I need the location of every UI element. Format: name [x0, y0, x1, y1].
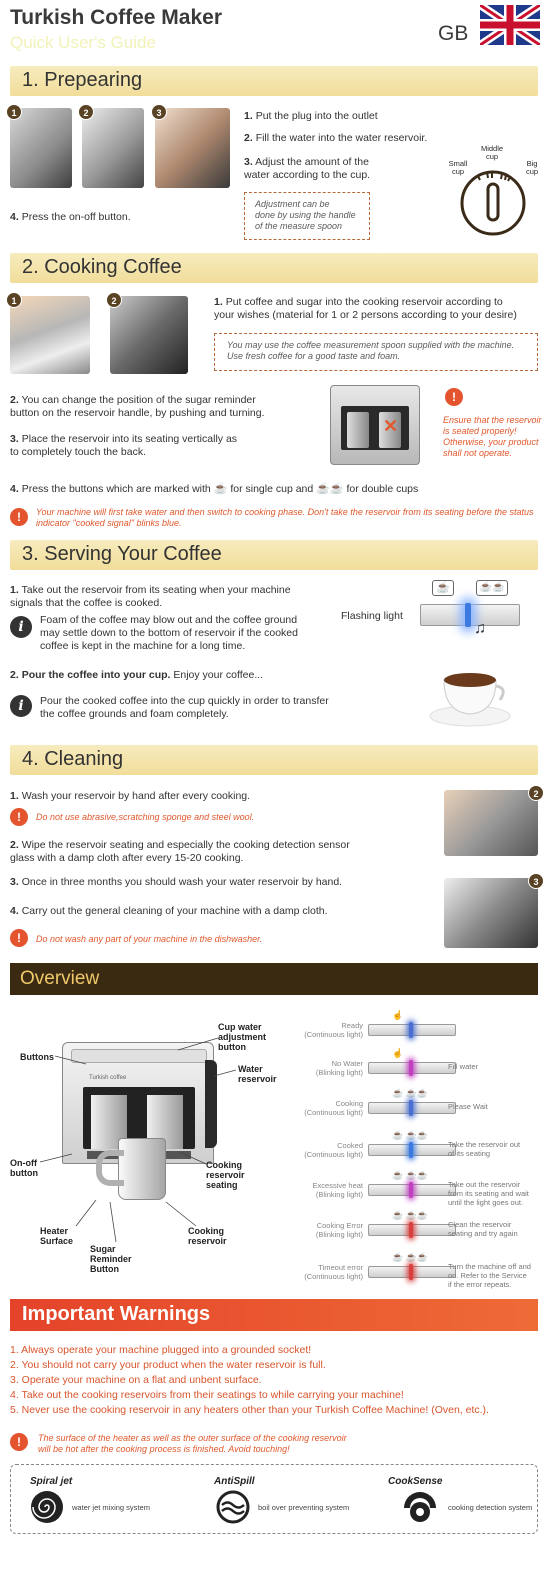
status-label: [283, 1181, 363, 1199]
dial-middle-label: Middle cup: [480, 144, 504, 161]
note-line: Adjustment can be: [255, 199, 330, 209]
step-text: Place the reservoir into its seating vertically as: [21, 433, 238, 445]
page-subtitle: Quick User's Guide: [10, 33, 156, 52]
feature-antispill-name: AntiSpill: [214, 1476, 255, 1487]
status-desc-line: if the error repeats.: [448, 1280, 512, 1289]
info-line: coffee is kept in the machine for a long time.: [40, 640, 246, 652]
status-light-bar: [368, 1102, 456, 1114]
section-title: Important Warnings: [22, 1303, 211, 1325]
status-light-bar: [368, 1062, 456, 1074]
status-description: [448, 1262, 531, 1289]
status-name: Timeout error: [318, 1263, 363, 1272]
feature-cooksense-desc: cooking detection system: [448, 1503, 533, 1512]
cup-dial-icon: [456, 166, 530, 238]
warning-icon: !: [10, 1433, 28, 1451]
section-title: 2. Cooking Coffee: [22, 256, 182, 278]
status-desc-line: Clean the reservoir: [448, 1220, 512, 1229]
warning-icon: !: [10, 929, 28, 947]
warn-line: Otherwise, your product: [443, 437, 539, 447]
step-text: water according to the cup.: [244, 169, 371, 181]
info-line: the coffee grounds and foam completely.: [40, 708, 229, 720]
label-onoff-button: [10, 1158, 38, 1178]
status-led: [409, 1100, 413, 1116]
photo-step-2: [82, 108, 144, 188]
serve-step-1: 1. Take out the reservoir from its seating when your machine signals that the coffee is cooked.: [10, 584, 291, 609]
step-badge: 2: [528, 785, 544, 801]
section-serving-header: [10, 540, 538, 570]
note-line: of the measure spoon: [255, 221, 343, 231]
info-icon: i: [10, 616, 32, 638]
status-desc-line: Take the reservoir out: [448, 1140, 521, 1149]
brand-label: Turkish coffee: [89, 1075, 127, 1081]
status-desc-line: until the light goes out.: [448, 1198, 524, 1207]
section-title: Overview: [20, 968, 100, 989]
status-light-bar: [368, 1184, 456, 1196]
warn-line: shall not operate.: [443, 448, 513, 458]
step-bold-text: Pour the coffee into your cup.: [21, 669, 171, 681]
warn-line: will be hot after the cooking process is finished. Avoid touching!: [38, 1444, 290, 1454]
section-cleaning-header: [10, 745, 538, 775]
status-mode: (Continuous light): [304, 1272, 363, 1281]
step-text: Once in three months you should wash your water reservoir by hand.: [21, 876, 343, 888]
status-description: [448, 1062, 478, 1071]
status-mode: (Blinking light): [315, 1190, 363, 1199]
label-line: Surface: [40, 1236, 74, 1246]
status-description: [448, 1220, 518, 1238]
status-name: Ready: [341, 1021, 363, 1030]
features-panel: [10, 1464, 538, 1534]
warning-item: 2. You should not carry your product when the water reservoir is full.: [10, 1359, 326, 1371]
status-mode: (Continuous light): [304, 1150, 363, 1159]
step-text: for single cup and: [230, 483, 314, 495]
label-line: reservoir: [206, 1170, 245, 1180]
step-badge: 2: [78, 104, 94, 120]
photo-wipe-seating: [444, 790, 538, 856]
machine-photo: ✕: [330, 385, 420, 465]
step-text: You can change the position of the sugar reminder: [21, 394, 256, 406]
photo-step-1: [10, 108, 72, 188]
coffee-cup-icon: [428, 664, 512, 728]
info-line: Pour the cooked coffee into the cup quickly in order to transfer: [40, 695, 329, 707]
clean-step-2: 2. Wipe the reservoir seating and especially the cooking detection sensor glass with a damp cloth after every 15-20 cooking.: [10, 839, 350, 864]
info-line: Foam of the coffee may blow out and the coffee ground: [40, 614, 298, 626]
status-desc-line: Take out the reservoir: [448, 1180, 521, 1189]
info-line: may settle down to the bottom of reservoir if the cooked: [40, 627, 298, 639]
warn-line: is seated properly!: [443, 426, 517, 436]
double-cup-icon: ☕☕: [316, 483, 344, 495]
status-led: [409, 1142, 413, 1158]
double-cup-icon: ☕☕: [476, 580, 508, 596]
clean-step-4: 4. Carry out the general cleaning of your machine with a damp cloth.: [10, 905, 328, 917]
section-cooking-header: [10, 253, 538, 283]
section-title: 4. Cleaning: [22, 748, 124, 770]
dial-small-label: Small cup: [448, 159, 468, 176]
status-name: Excessive heat: [312, 1181, 363, 1190]
label-heater-surface: [40, 1226, 73, 1246]
status-light-bar: [368, 1224, 456, 1236]
status-mode: (Blinking light): [315, 1068, 363, 1077]
status-mode: (Continuous light): [304, 1030, 363, 1039]
status-desc-line: from its seating and wait: [448, 1189, 529, 1198]
label-line: On-off: [10, 1158, 37, 1168]
feature-antispill-desc: boil over preventing system: [258, 1503, 350, 1512]
warnings-header: [10, 1299, 538, 1331]
status-desc-line: Fill water: [448, 1062, 479, 1071]
label-line: button: [218, 1042, 246, 1052]
status-name: Cooking: [335, 1099, 363, 1108]
step-text: Press the buttons which are marked with: [21, 483, 211, 495]
label-line: button: [10, 1168, 38, 1178]
cooking-phase-warning: [36, 507, 533, 529]
step-text: Enjoy your coffee...: [173, 669, 264, 681]
label-line: Heater: [40, 1226, 69, 1236]
label-line: Cooking: [188, 1226, 224, 1236]
step-text: Adjust the amount of the: [255, 156, 369, 168]
status-desc-line: Turn the machine off and: [448, 1262, 531, 1271]
step-text: Put coffee and sugar into the cooking reservoir according to: [225, 296, 503, 308]
warning-item: 1. Always operate your machine plugged into a grounded socket!: [10, 1344, 312, 1356]
status-description: [448, 1102, 488, 1111]
music-note-icon: ♫: [474, 620, 486, 637]
adjustment-note: [244, 192, 370, 240]
label-line: Cup water: [218, 1022, 262, 1032]
single-cup-icon: ☕: [213, 483, 228, 495]
warning-item: 3. Operate your machine on a flat and unbent surface.: [10, 1374, 262, 1386]
feature-spiraljet-desc: water jet mixing system: [72, 1503, 150, 1512]
info-icon: i: [10, 695, 32, 717]
status-light-bar: [368, 1024, 456, 1036]
cook-step-1: 1. Put coffee and sugar into the cooking reservoir according to your wishes (material for 1 or 2 persons according to your desire): [214, 296, 517, 321]
label-line: Water: [238, 1064, 263, 1074]
dishwasher-warning: Do not wash any part of your machine in the dishwasher.: [36, 934, 263, 944]
label-water-reservoir: [238, 1064, 277, 1084]
status-led: [409, 1222, 413, 1238]
step-badge: 1: [6, 104, 22, 120]
clean-step-3: 3. Once in three months you should wash your water reservoir by hand.: [10, 876, 343, 888]
prep-step-4: 4. Press the on-off button.: [10, 211, 131, 223]
flashing-light-bar: [420, 604, 520, 626]
status-name: No Water: [331, 1059, 363, 1068]
status-led: [409, 1182, 413, 1198]
step-text: Wipe the reservoir seating and especially the cooking detection sensor: [21, 839, 350, 851]
photo-step-3: [155, 108, 230, 188]
antispill-icon: [216, 1490, 250, 1524]
uk-flag-icon: [480, 5, 540, 45]
step-text: signals that the coffee is cooked.: [10, 597, 163, 609]
status-name: Cooking Error: [316, 1221, 363, 1230]
status-mode: (Blinking light): [315, 1230, 363, 1239]
status-led: [409, 1264, 413, 1280]
prep-step-1: 1. Put the plug into the outlet: [244, 110, 378, 122]
warn-line: Your machine will first take water and then switch to cooking phase. Don't take the reservoir from its seating before the status: [36, 507, 534, 517]
label-cooking-reservoir: [188, 1226, 227, 1246]
step-badge: 3: [151, 104, 167, 120]
single-cup-icon: ☕: [432, 580, 454, 596]
step-text: your wishes (material for 1 or 2 persons according to your desire): [214, 309, 517, 321]
step-text: Put the plug into the outlet: [255, 110, 378, 122]
label-line: seating: [206, 1180, 238, 1190]
section-title: 1. Prepearing: [22, 69, 143, 91]
seating-warning: [443, 415, 542, 459]
hand-icon: ☝: [392, 1048, 404, 1058]
section-preparing-header: [10, 66, 538, 96]
status-light-bar: [368, 1266, 456, 1278]
photo-coffee-spoon: [10, 296, 90, 374]
step-badge: 1: [6, 292, 22, 308]
prep-step-3: 3. Adjust the amount of the water according to the cup.: [244, 156, 371, 181]
section-title: 3. Serving Your Coffee: [22, 543, 222, 565]
warning-icon: !: [10, 508, 28, 526]
warn-line: Ensure that the reservoir: [443, 415, 542, 425]
label-sugar-reminder: [90, 1244, 132, 1274]
coffee-spoon-note: [214, 333, 538, 371]
step-text: Press the on-off button.: [21, 211, 131, 223]
cups-icon: ☕ ☕☕: [392, 1088, 429, 1098]
flashing-light-label: Flashing light: [341, 610, 403, 622]
feature-cooksense-name: CookSense: [388, 1476, 443, 1487]
warnings-list: [10, 1343, 489, 1418]
page-title: Turkish Coffee Maker: [10, 6, 222, 29]
status-description: [448, 1140, 520, 1158]
feature-spiraljet-name: Spiral jet: [30, 1476, 73, 1487]
status-light-bar: [368, 1144, 456, 1156]
note-line: Use fresh coffee for a good taste and foam.: [227, 351, 401, 361]
step-text: glass with a damp cloth after every 15-20 cooking.: [10, 852, 244, 864]
hand-icon: ☝: [392, 1010, 404, 1020]
step-text: Fill the water into the water reservoir.: [255, 132, 428, 144]
cups-icon: ☕ ☕☕: [392, 1210, 429, 1220]
label-line: Reminder: [90, 1254, 132, 1264]
abrasive-warning: Do not use abrasive,scratching sponge and steel wool.: [36, 812, 255, 822]
status-desc-line: on. Refer to the Service: [448, 1271, 527, 1280]
cook-step-2: 2. You can change the position of the sugar reminder button on the reservoir handle, by pushing and turning.: [10, 394, 265, 419]
status-mode: (Continuous light): [304, 1108, 363, 1117]
hot-surface-warning: [38, 1433, 347, 1455]
label-line: Sugar: [90, 1244, 116, 1254]
step-text: Take out the reservoir from its seating when your machine: [21, 584, 291, 596]
step-text: button on the reservoir handle, by pushing and turning.: [10, 407, 265, 419]
status-label: [283, 1141, 363, 1159]
foam-info: [40, 614, 298, 653]
step-text: Carry out the general cleaning of your machine with a damp cloth.: [21, 905, 328, 917]
step-badge: 2: [106, 292, 122, 308]
status-led: [409, 1022, 413, 1038]
status-label: [283, 1021, 363, 1039]
spiral-jet-icon: [30, 1490, 64, 1524]
warning-icon: !: [10, 808, 28, 826]
note-line: You may use the coffee measurement spoon supplied with the machine.: [227, 340, 515, 350]
cups-icon: ☕ ☕☕: [392, 1170, 429, 1180]
warn-line: indicator "cooked signal" blinks blue.: [36, 518, 182, 528]
step-text: for double cups: [346, 483, 419, 495]
clean-step-1: 1. Wash your reservoir by hand after every cooking.: [10, 790, 251, 802]
cook-step-3: 3. Place the reservoir into its seating vertically as to completely touch the back.: [10, 433, 238, 458]
status-name: Cooked: [337, 1141, 363, 1150]
photo-wash-reservoir: [444, 878, 538, 948]
label-line: Cooking: [206, 1160, 242, 1170]
status-description: [448, 1180, 529, 1207]
status-label: [283, 1059, 363, 1077]
overview-header: [10, 963, 538, 995]
pour-info: [40, 695, 329, 721]
language-code: GB: [438, 22, 469, 45]
warn-line: The surface of the heater as well as the outer surface of the cooking reservoir: [38, 1433, 347, 1443]
photo-reservoir-handle: [110, 296, 188, 374]
label-line: Button: [90, 1264, 119, 1274]
note-line: done by using the handle: [255, 210, 356, 220]
cups-icon: ☕ ☕☕: [392, 1130, 429, 1140]
cooksense-icon: [400, 1490, 440, 1526]
status-label: [283, 1263, 363, 1281]
step-badge: 3: [528, 873, 544, 889]
status-desc-line: seating and try again: [448, 1229, 518, 1238]
cook-step-4: 4. Press the buttons which are marked with ☕ for single cup and ☕☕ for double cups: [10, 483, 419, 495]
label-cup-water-adjustment: [218, 1022, 266, 1052]
warning-item: 5. Never use the cooking reservoir in any heaters other than your Turkish Coffee Machine! (Oven, etc.).: [10, 1404, 489, 1416]
label-cooking-reservoir-seating: [206, 1160, 245, 1190]
cups-icon: ☕ ☕☕: [392, 1252, 429, 1262]
label-buttons: Buttons: [20, 1052, 54, 1062]
step-text: to completely touch the back.: [10, 446, 146, 458]
dial-big-label: Big cup: [525, 159, 539, 176]
status-label: [283, 1099, 363, 1117]
label-line: adjustment: [218, 1032, 267, 1042]
serve-step-2: 2. Pour the coffee into your cup. Enjoy your coffee...: [10, 669, 264, 681]
status-desc-line: Please Wait: [448, 1102, 488, 1111]
label-line: reservoir: [238, 1074, 277, 1084]
label-line: reservoir: [188, 1236, 227, 1246]
status-led: [409, 1060, 413, 1076]
warning-icon: !: [445, 388, 463, 406]
status-label: [283, 1221, 363, 1239]
prep-step-2: 2. Fill the water into the water reservoir.: [244, 132, 428, 144]
status-desc-line: of its seating: [448, 1149, 491, 1158]
warning-item: 4. Take out the cooking reservoirs from their seatings to while carrying your machine!: [10, 1389, 404, 1401]
step-text: Wash your reservoir by hand after every cooking.: [21, 790, 251, 802]
